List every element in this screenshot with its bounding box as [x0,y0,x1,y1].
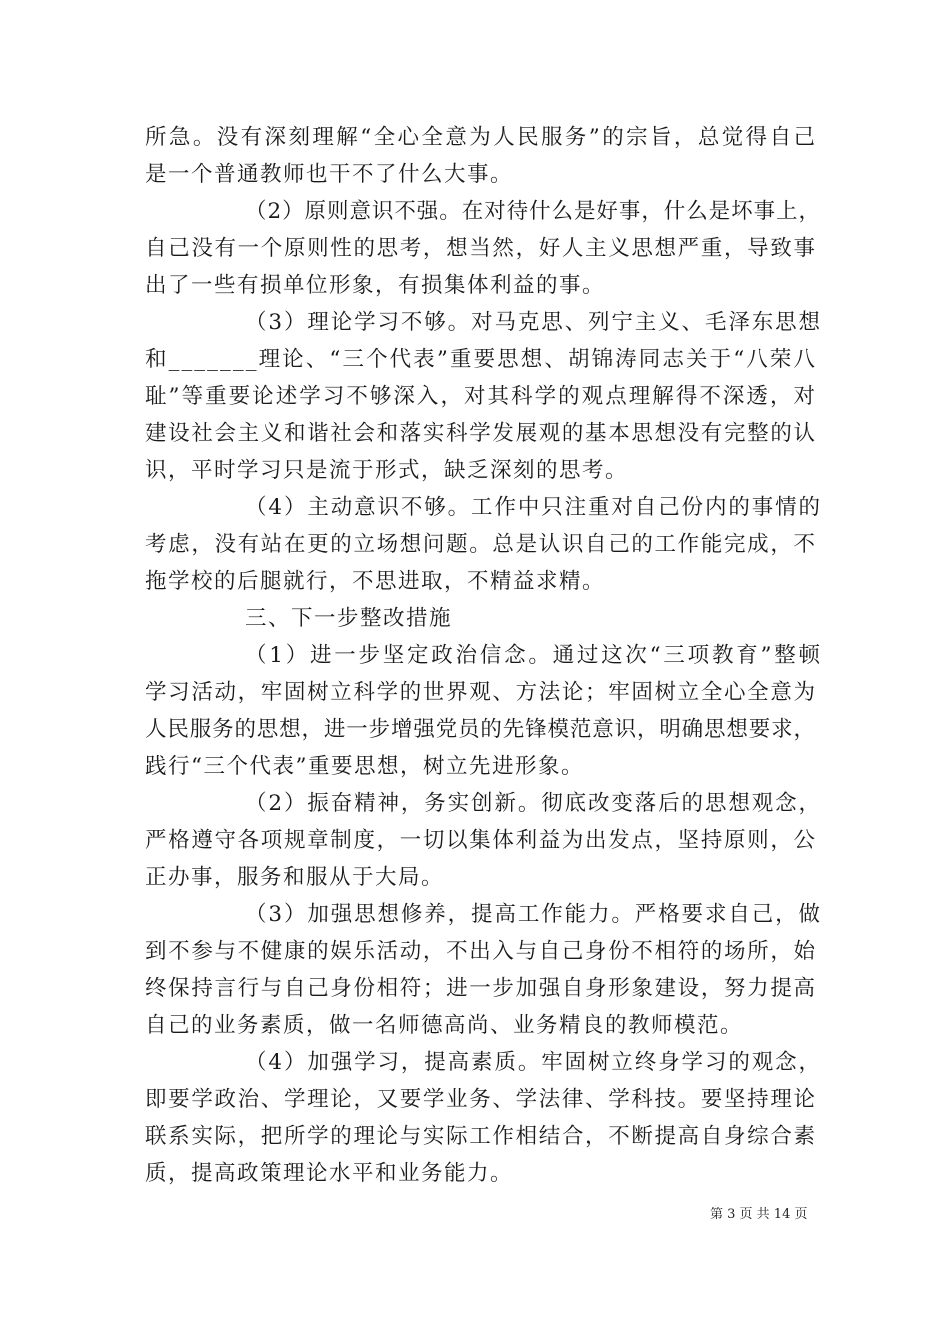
text-line: 拖学校的后腿就行，不思进取，不精益求精。 [145,569,606,594]
text-line: 人民服务的思想，进一步增强党员的先锋模范意识，明确思想要求， [145,717,816,742]
text-line: 和_______理论、“三个代表”重要思想、胡锦涛同志关于“八荣八 [145,347,818,372]
section-heading: 三、下一步整改措施 [245,606,453,631]
text-line: （3）加强思想修养，提高工作能力。严格要求自己，做 [245,902,822,927]
text-line: 学习活动，牢固树立科学的世界观、方法论；牢固树立全心全意为 [145,680,817,705]
text-line: （2）原则意识不强。在对待什么是好事，什么是坏事上， [245,199,821,224]
text-line: 到不参与不健康的娱乐活动，不出入与自己身份不相符的场所，始 [145,939,817,964]
text-line: 质，提高政策理论水平和业务能力。 [145,1161,514,1186]
text-line: （4）主动意识不够。工作中只注重对自己份内的事情的 [245,495,822,520]
text-line: （1）进一步坚定政治信念。通过这次“三项教育”整顿 [245,643,823,668]
text-line: 严格遵守各项规章制度，一切以集体利益为出发点，坚持原则，公 [145,828,817,853]
text-line: 所急。没有深刻理解“全心全意为人民服务”的宗旨，总觉得自己 [145,125,818,150]
text-line: 践行“三个代表”重要思想，树立先进形象。 [145,754,584,779]
page-number: 第 3 页 共 14 页 [710,1207,808,1222]
text-line: 建设社会主义和谐社会和落实科学发展观的基本思想没有完整的认 [145,421,817,446]
text-line: 联系实际，把所学的理论与实际工作相结合，不断提高自身综合素 [145,1124,817,1149]
text-line: 出了一些有损单位形象，有损集体利益的事。 [145,273,606,298]
text-line: 终保持言行与自己身份相符；进一步加强自身形象建设，努力提高 [145,976,817,1001]
text-line: 正办事，服务和服从于大局。 [145,865,445,890]
text-line: （3）理论学习不够。对马克思、列宁主义、毛泽东思想 [245,310,822,335]
text-line: 考虑，没有站在更的立场想问题。总是认识自己的工作能完成，不 [145,532,817,557]
text-line: 是一个普通教师也干不了什么大事。 [145,162,514,187]
text-line: （2）振奋精神，务实创新。彻底改变落后的思想观念， [245,791,822,816]
text-line: 即要学政治、学理论，又要学业务、学法律、学科技。要坚持理论 [145,1087,817,1112]
text-line: 自己没有一个原则性的思考，想当然，好人主义思想严重，导致事 [145,236,817,261]
text-line: 自己的业务素质，做一名师德高尚、业务精良的教师模范。 [145,1013,744,1038]
text-line: 识，平时学习只是流于形式，缺乏深刻的思考。 [145,458,629,483]
text-line: （4）加强学习，提高素质。牢固树立终身学习的观念， [245,1050,822,1075]
text-line: 耻”等重要论述学习不够深入，对其科学的观点理解得不深透，对 [145,384,818,409]
